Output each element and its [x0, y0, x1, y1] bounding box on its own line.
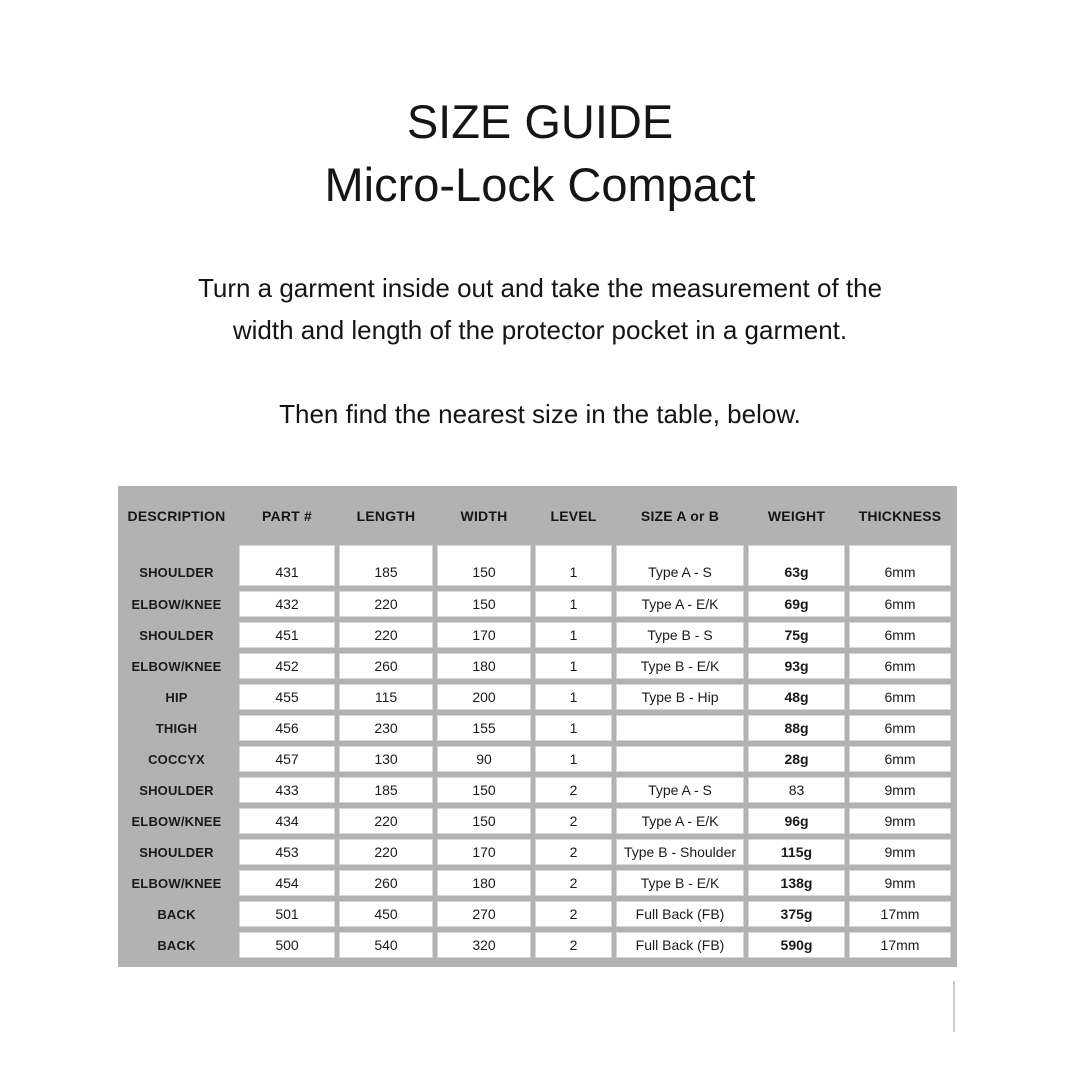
cell-thickness: 17mm — [849, 932, 951, 958]
cell-part-number: 454 — [239, 870, 335, 896]
table-row — [118, 684, 951, 715]
column-header-length: LENGTH — [356, 507, 416, 524]
cell-description: SHOULDER — [139, 782, 214, 798]
cell-level: 1 — [535, 622, 612, 648]
column-header-part: PART # — [262, 507, 312, 524]
cell-weight: 63g — [748, 545, 845, 586]
cell-size-type — [616, 746, 744, 772]
column-header-size: SIZE A or B — [640, 507, 720, 524]
cell-thickness: 9mm — [849, 870, 951, 896]
cell-thickness: 6mm — [849, 746, 951, 772]
cell-description: ELBOW/KNEE — [131, 596, 222, 612]
cell-part-number: 451 — [239, 622, 335, 648]
table-row — [118, 808, 951, 839]
cell-level: 1 — [535, 746, 612, 772]
cell-size-type: Type B - Hip — [616, 684, 744, 710]
cell-part-number: 432 — [239, 591, 335, 617]
cell-size-type: Type B - S — [616, 622, 744, 648]
title-line-product-name: Micro-Lock Compact — [324, 158, 756, 211]
instruction-line-3: Then find the nearest size in the table, below. — [279, 399, 801, 429]
cell-weight: 115g — [748, 839, 845, 865]
column-header-thickness: THICKNESS — [858, 507, 942, 524]
cell-thickness: 17mm — [849, 901, 951, 927]
cell-thickness: 6mm — [849, 653, 951, 679]
cell-width: 150 — [437, 591, 531, 617]
cell-description: THIGH — [155, 720, 198, 736]
cell-thickness: 9mm — [849, 808, 951, 834]
table-row — [118, 901, 951, 932]
cell-thickness: 6mm — [849, 591, 951, 617]
column-header-weight: WEIGHT — [767, 507, 826, 524]
cell-length: 220 — [339, 808, 433, 834]
table-body — [118, 545, 951, 963]
cell-length: 260 — [339, 653, 433, 679]
cell-part-number: 434 — [239, 808, 335, 834]
cell-weight: 83 — [748, 777, 845, 803]
cell-size-type: Type A - S — [616, 545, 744, 586]
table-row — [118, 746, 951, 777]
cell-length: 220 — [339, 839, 433, 865]
cell-weight: 28g — [748, 746, 845, 772]
cell-description: HIP — [165, 689, 188, 705]
column-header-width: WIDTH — [460, 507, 508, 524]
table-row — [118, 591, 951, 622]
cell-thickness: 6mm — [849, 684, 951, 710]
cell-level: 2 — [535, 839, 612, 865]
cell-weight: 138g — [748, 870, 845, 896]
cell-width: 170 — [437, 622, 531, 648]
cell-length: 130 — [339, 746, 433, 772]
cell-level: 2 — [535, 932, 612, 958]
cell-size-type: Type B - Shoulder — [616, 839, 744, 865]
instruction-paragraph-measure — [0, 267, 1080, 351]
cell-weight: 69g — [748, 591, 845, 617]
cell-size-type: Type A - E/K — [616, 591, 744, 617]
cell-level: 2 — [535, 808, 612, 834]
cell-width: 150 — [437, 808, 531, 834]
cell-part-number: 455 — [239, 684, 335, 710]
table-row — [118, 622, 951, 653]
table-header-row — [118, 486, 951, 545]
cell-description: BACK — [157, 906, 196, 922]
page-title — [0, 0, 1080, 216]
cell-level: 1 — [535, 591, 612, 617]
cell-description: COCCYX — [148, 751, 205, 767]
cell-level: 1 — [535, 545, 612, 586]
cell-width: 200 — [437, 684, 531, 710]
table-row — [118, 545, 951, 591]
cell-length: 540 — [339, 932, 433, 958]
cell-thickness: 6mm — [849, 715, 951, 741]
cell-size-type: Type A - S — [616, 777, 744, 803]
cell-weight: 375g — [748, 901, 845, 927]
cell-weight: 96g — [748, 808, 845, 834]
instruction-line-1: Turn a garment inside out and take the measurement of the — [197, 273, 883, 303]
cell-description: BACK — [157, 937, 196, 953]
cell-thickness: 9mm — [849, 777, 951, 803]
cell-length: 220 — [339, 591, 433, 617]
cell-level: 1 — [535, 653, 612, 679]
cell-size-type — [616, 715, 744, 741]
cell-part-number: 431 — [239, 545, 335, 586]
cell-part-number: 501 — [239, 901, 335, 927]
cell-part-number: 456 — [239, 715, 335, 741]
instruction-paragraph-find-size — [0, 393, 1080, 435]
cell-size-type: Type B - E/K — [616, 653, 744, 679]
instructions — [0, 267, 1080, 435]
page-edge-line — [953, 981, 955, 1032]
size-table — [118, 486, 957, 967]
cell-part-number: 452 — [239, 653, 335, 679]
cell-size-type: Full Back (FB) — [616, 901, 744, 927]
cell-level: 1 — [535, 684, 612, 710]
cell-description: SHOULDER — [139, 564, 214, 580]
cell-size-type: Type A - E/K — [616, 808, 744, 834]
cell-part-number: 453 — [239, 839, 335, 865]
cell-description: SHOULDER — [139, 627, 214, 643]
instruction-line-2: width and length of the protector pocket in a garment. — [232, 315, 848, 345]
cell-thickness: 9mm — [849, 839, 951, 865]
cell-weight: 93g — [748, 653, 845, 679]
table-row — [118, 839, 951, 870]
cell-width: 170 — [437, 839, 531, 865]
cell-width: 180 — [437, 653, 531, 679]
cell-level: 2 — [535, 777, 612, 803]
cell-size-type: Full Back (FB) — [616, 932, 744, 958]
table-row — [118, 653, 951, 684]
cell-weight: 88g — [748, 715, 845, 741]
cell-length: 115 — [339, 684, 433, 710]
cell-width: 155 — [437, 715, 531, 741]
column-header-description: DESCRIPTION — [127, 507, 226, 524]
cell-length: 450 — [339, 901, 433, 927]
cell-length: 220 — [339, 622, 433, 648]
cell-width: 150 — [437, 545, 531, 586]
cell-level: 2 — [535, 901, 612, 927]
table-row — [118, 715, 951, 746]
cell-weight: 75g — [748, 622, 845, 648]
cell-length: 230 — [339, 715, 433, 741]
cell-length: 185 — [339, 545, 433, 586]
cell-weight: 48g — [748, 684, 845, 710]
column-header-level: LEVEL — [550, 507, 597, 524]
cell-weight: 590g — [748, 932, 845, 958]
table-row — [118, 777, 951, 808]
cell-size-type: Type B - E/K — [616, 870, 744, 896]
cell-part-number: 457 — [239, 746, 335, 772]
cell-part-number: 500 — [239, 932, 335, 958]
cell-description: SHOULDER — [139, 844, 214, 860]
cell-level: 2 — [535, 870, 612, 896]
cell-thickness: 6mm — [849, 622, 951, 648]
cell-thickness: 6mm — [849, 545, 951, 586]
cell-description: ELBOW/KNEE — [131, 658, 222, 674]
cell-level: 1 — [535, 715, 612, 741]
cell-width: 150 — [437, 777, 531, 803]
cell-length: 260 — [339, 870, 433, 896]
cell-description: ELBOW/KNEE — [131, 875, 222, 891]
cell-length: 185 — [339, 777, 433, 803]
cell-width: 180 — [437, 870, 531, 896]
table-row — [118, 932, 951, 963]
cell-width: 320 — [437, 932, 531, 958]
cell-part-number: 433 — [239, 777, 335, 803]
cell-width: 90 — [437, 746, 531, 772]
cell-width: 270 — [437, 901, 531, 927]
cell-description: ELBOW/KNEE — [131, 813, 222, 829]
title-line-size-guide: SIZE GUIDE — [406, 95, 674, 148]
table-row — [118, 870, 951, 901]
